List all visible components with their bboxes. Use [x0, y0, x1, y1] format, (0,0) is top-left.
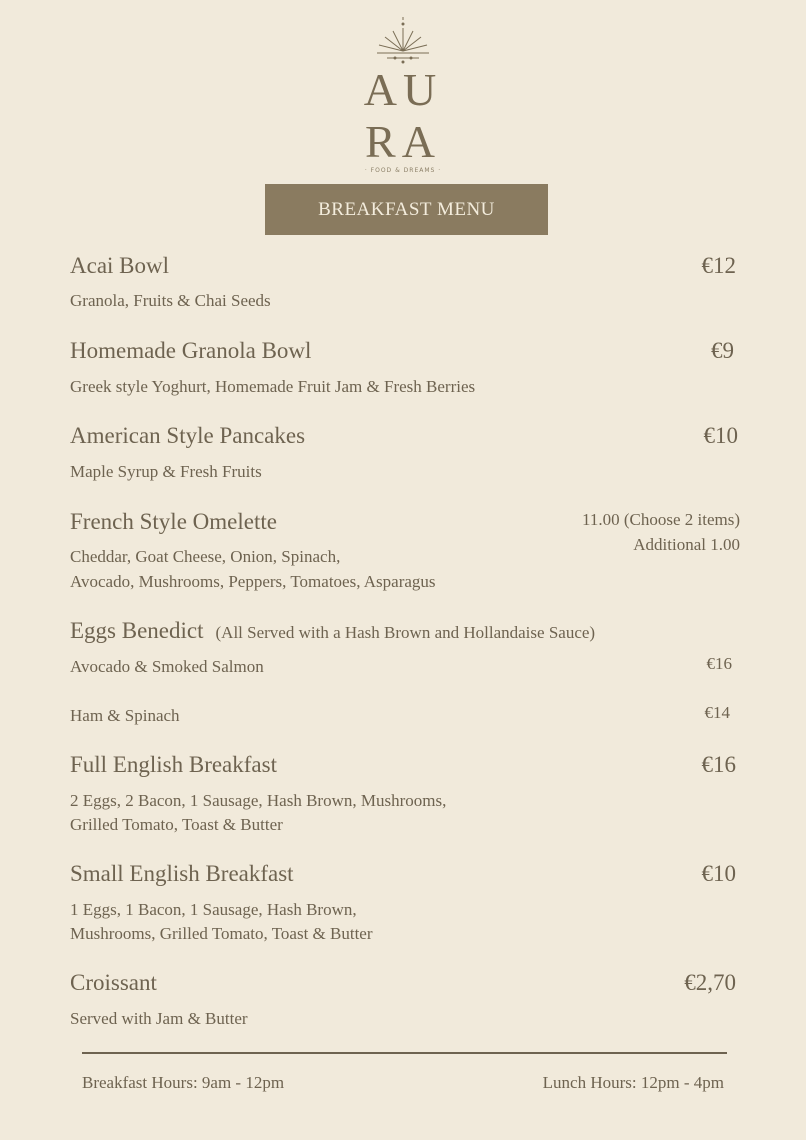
menu-item-description: Grilled Tomato, Toast & Butter	[70, 815, 283, 834]
menu-item-title: Small English Breakfast	[70, 861, 294, 886]
menu-item-note: (All Served with a Hash Brown and Hollandaise Sauce)	[215, 623, 596, 642]
menu-item-price: €12	[701, 253, 736, 278]
menu-item-price: 11.00 (Choose 2 items)	[581, 510, 740, 529]
brand-tagline: · FOOD & DREAMS ·	[364, 167, 442, 174]
menu-item-price: €10	[703, 423, 738, 448]
menu-item-description: Served with Jam & Butter	[70, 1009, 248, 1028]
menu-item-description: Mushrooms, Grilled Tomato, Toast & Butter	[70, 924, 373, 943]
menu-item-option: Avocado & Smoked Salmon	[70, 657, 264, 676]
lunch-hours: Lunch Hours: 12pm - 4pm	[542, 1073, 724, 1092]
brand-name-line2: RA	[365, 116, 441, 167]
menu-item-description: Avocado, Mushrooms, Peppers, Tomatoes, Asparagus	[70, 572, 436, 591]
menu-item-title	[70, 618, 595, 644]
menu-item-option: Ham & Spinach	[70, 706, 180, 725]
menu-item-title: American Style Pancakes	[70, 423, 306, 448]
menu-item-title-text: Eggs Benedict	[70, 618, 204, 643]
menu-item-option-price: €16	[706, 654, 732, 673]
menu-item-description: Cheddar, Goat Cheese, Onion, Spinach,	[70, 547, 341, 566]
breakfast-hours: Breakfast Hours: 9am - 12pm	[82, 1073, 285, 1092]
menu-item-description: Greek style Yoghurt, Homemade Fruit Jam & Fresh Berries	[70, 377, 476, 396]
sun-rays-logo-icon	[373, 15, 433, 65]
menu-item-price: €10	[701, 861, 736, 886]
menu-item-description: 1 Eggs, 1 Bacon, 1 Sausage, Hash Brown,	[70, 900, 357, 919]
menu-item-price: €9	[711, 338, 734, 363]
menu-item-title: Homemade Granola Bowl	[70, 338, 312, 363]
menu-item-title: Croissant	[70, 970, 157, 995]
menu-item-title: Acai Bowl	[70, 253, 170, 278]
menu-item-description: Maple Syrup & Fresh Fruits	[70, 462, 262, 481]
footer-divider	[82, 1052, 727, 1054]
menu-banner: BREAKFAST MENU	[265, 184, 548, 235]
menu-item-title: French Style Omelette	[70, 509, 277, 534]
brand-name-line1: AU	[363, 64, 443, 115]
menu-item-price-extra: Additional 1.00	[633, 535, 740, 554]
menu-item-description: 2 Eggs, 2 Bacon, 1 Sausage, Hash Brown, Mushrooms,	[70, 791, 447, 810]
menu-item-option-price: €14	[704, 703, 730, 722]
menu-item-price: €16	[701, 752, 736, 777]
menu-item-title: Full English Breakfast	[70, 752, 277, 777]
menu-item-description: Granola, Fruits & Chai Seeds	[70, 291, 271, 310]
menu-item-price: €2,70	[684, 970, 736, 995]
